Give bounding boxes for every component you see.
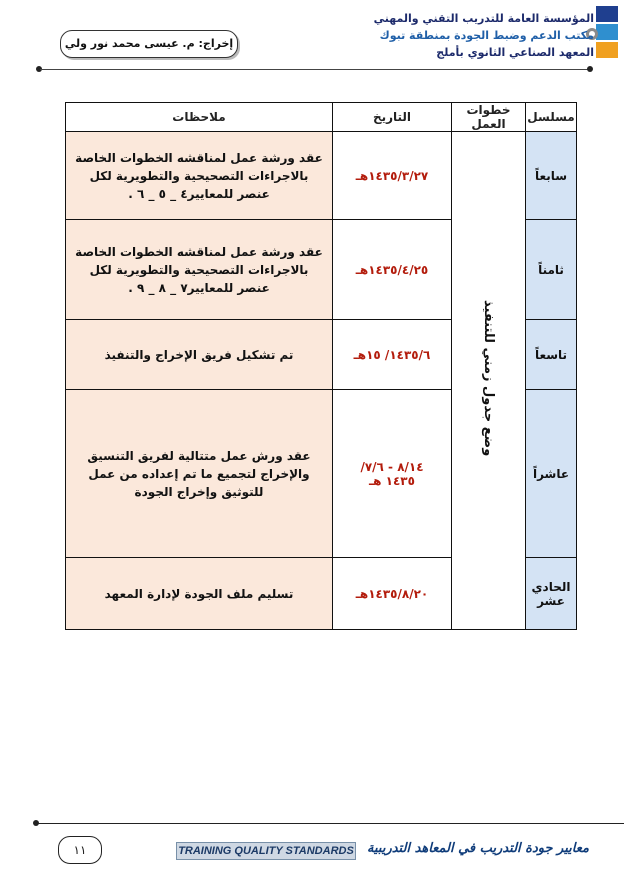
header-rule-dot-right xyxy=(587,66,593,72)
org-line-3: المعهد الصناعي الثانوي بأملج xyxy=(436,46,594,59)
org-logo xyxy=(596,6,624,60)
col-header-serial: مسلسل xyxy=(526,103,577,132)
notes-cell xyxy=(66,320,333,390)
notes-line: عنصر للمعايير٤ _ ٥ _ ٦ . xyxy=(128,186,270,201)
serial-cell: ثامناً xyxy=(526,220,577,320)
notes-line: عنصر للمعايير٧ _ ٨ _ ٩ . xyxy=(128,280,270,295)
steps-cell xyxy=(452,132,526,630)
notes-line: والإخراج لتجميع ما تم إعداده من عمل xyxy=(88,466,310,481)
notes-line: بالاجراءات التصحيحية والتطويرية لكل xyxy=(89,262,309,277)
org-name-lines xyxy=(373,10,594,61)
notes-line: عقد ورش عمل متتالية لفريق التنسيق xyxy=(87,448,311,463)
notes-line: بالاجراءات التصحيحية والتطويرية لكل xyxy=(89,168,309,183)
page-number: ١١ xyxy=(58,836,102,864)
header-rule xyxy=(40,69,590,70)
serial-cell xyxy=(526,558,577,630)
notes-line: عقد ورشة عمل لمناقشه الخطوات الخاصة xyxy=(75,244,323,259)
serial-cell: عاشراً xyxy=(526,390,577,558)
org-line-1: المؤسسة العامة للتدريب التقني والمهني xyxy=(373,12,594,25)
col-header-date: التاريخ xyxy=(333,103,452,132)
steps-label: وضع جدول زمني للتنفيذ xyxy=(481,300,496,457)
author-credit: إخراج: م. عيسى محمد نور ولي xyxy=(60,30,238,58)
org-line-2: مكتب الدعم وضبط الجودة بمنطقة تبوك xyxy=(379,29,594,42)
date-cell: ١٤٣٥/٤/٢٥هـ xyxy=(333,220,452,320)
serial-cell: تاسعاً xyxy=(526,320,577,390)
date-cell: ١٤٣٥/٣/٢٧هـ xyxy=(333,132,452,220)
notes-cell xyxy=(66,390,333,558)
date-cell xyxy=(333,390,452,558)
notes-cell xyxy=(66,132,333,220)
notes-line: عقد ورشة عمل لمناقشه الخطوات الخاصة xyxy=(75,150,323,165)
table-row xyxy=(66,132,577,220)
date-line: ١٤٣٥ هـ xyxy=(369,473,415,488)
schedule-table xyxy=(65,102,577,630)
notes-line: للتوثيق وإخراج الجودة xyxy=(134,484,264,499)
notes-cell xyxy=(66,558,333,630)
serial-cell: سابعاً xyxy=(526,132,577,220)
date-cell: ١٤٣٥/٨/٢٠هـ xyxy=(333,558,452,630)
footer-banner-ar: معايير جودة التدريب في المعاهد التدريبية xyxy=(367,841,589,856)
serial-line: عشر xyxy=(537,593,565,608)
col-header-notes: ملاحظات xyxy=(66,103,333,132)
notes-line: تم تشكيل فريق الإخراج والتنفيذ xyxy=(104,347,294,362)
date-line: ٨/١٤ - ٧/٦/ xyxy=(360,459,424,474)
notes-cell xyxy=(66,220,333,320)
date-cell: ١٤٣٥/٦/ ١٥هـ xyxy=(333,320,452,390)
table-header-row xyxy=(66,103,577,132)
footer-banner-en: TRAINING QUALITY STANDARDS xyxy=(176,842,356,860)
footer-rule xyxy=(36,823,624,824)
serial-line: الحادي xyxy=(531,579,571,594)
notes-line: تسليم ملف الجودة لإدارة المعهد xyxy=(104,586,294,601)
col-header-steps: خطوات العمل xyxy=(452,103,526,132)
